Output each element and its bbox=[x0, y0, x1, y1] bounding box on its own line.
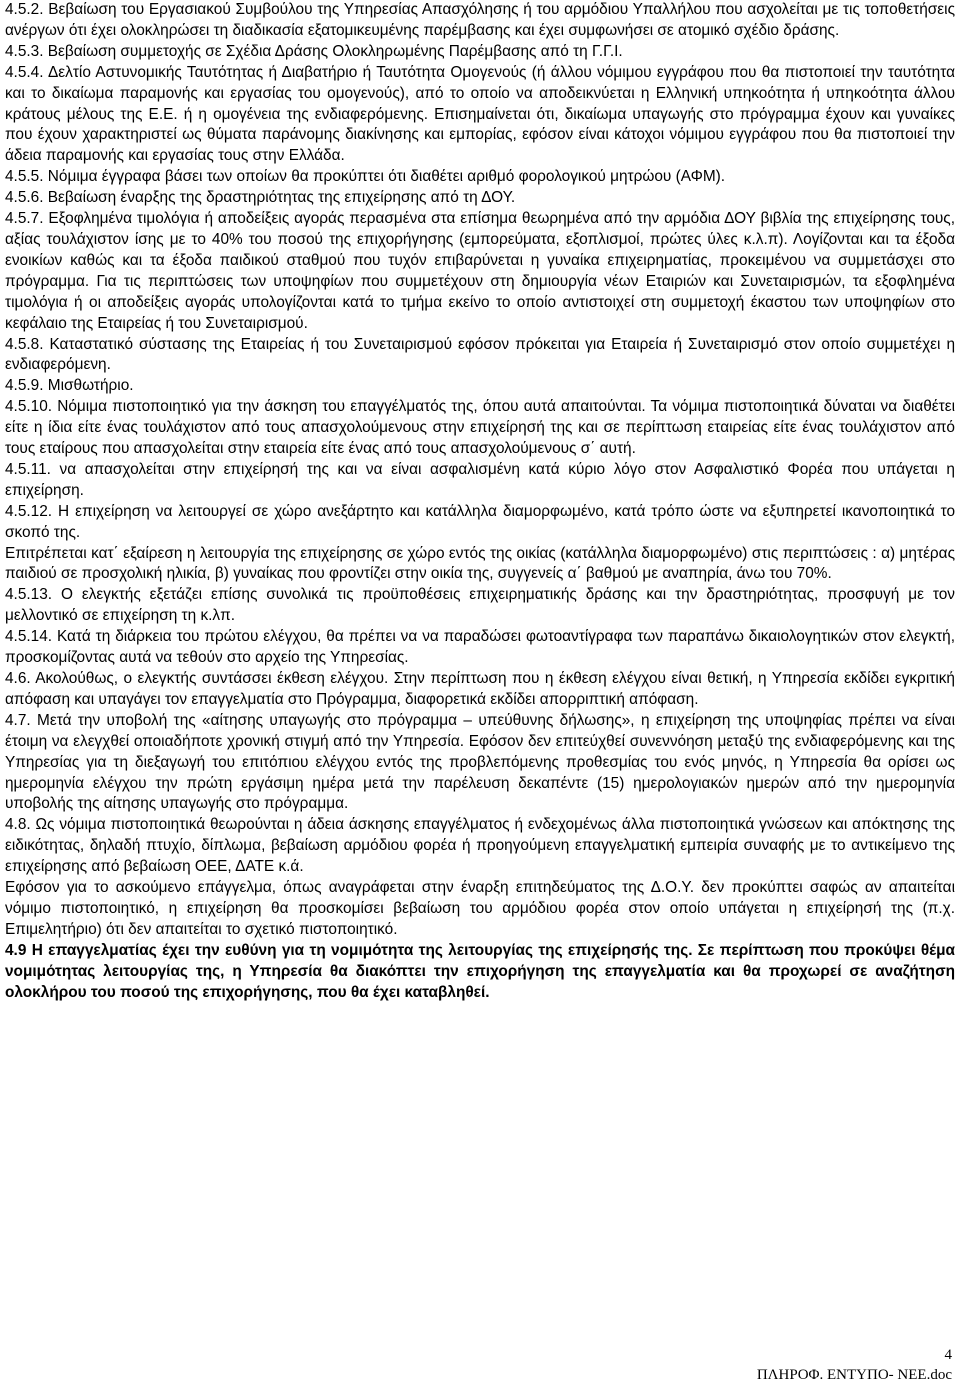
paragraph-4-5-5: 4.5.5. Νόμιμα έγγραφα βάσει των οποίων θα προκύπτει ότι διαθέτει αριθμό φορολογικού μητρώου (ΑΦΜ). bbox=[5, 168, 726, 186]
paragraph-4-5-13: 4.5.13. Ο ελεγκτής εξετάζει επίσης συνολικά τις προϋποθέσεις επιχειρηματικής δράσης και την δραστηριότητας, προσφυγή με τον μελλοντικό σε επιχείρηση τη κ.λπ. bbox=[5, 586, 955, 625]
paragraph-4-5-9: 4.5.9. Μισθωτήριο. bbox=[5, 377, 134, 395]
paragraph-4-6: 4.6. Ακολούθως, ο ελεγκτής συντάσσει έκθεση ελέγχου. Στην περίπτωση που η έκθεση ελέγχου είναι θετική, η Υπηρεσία εκδίδει εγκριτική απόφαση και υπαγάγει τον επαγγελματία στο Πρόγραμμα, διαφορετικά εκδίδει απορριπτική απόφαση. bbox=[5, 670, 955, 708]
document-body bbox=[5, 0, 955, 1004]
paragraph-4-5-10: 4.5.10. Νόμιμα πιστοποιητικό για την άσκηση του επαγγέλματός της, όπου αυτά απαιτούνται. Τα νόμιμα πιστοποιητικά δύναται να διαθέτει είτε η ίδια είτε ένας τουλάχιστον από τους απασχολούμενους στην επιχείρησή της και σε περίπτωση εταιρείας είτε ένας τουλάχιστον από τους εταίρους που απασχολείται στην εταιρεία είτε ένας από τους απασχολούμενους σ΄ αυτή. bbox=[5, 398, 955, 458]
paragraph-4-5-12: 4.5.12. Η επιχείρηση να λειτουργεί σε χώρο ανεξάρτητο και κατάλληλα διαμορφωμένο, κατά τρόπο ώστε να εξυπηρετεί ικανοποιητικά το σκοπό της. bbox=[5, 502, 955, 541]
paragraph-4-8: 4.8. Ως νόμιμα πιστοποιητικά θεωρούνται η άδεια άσκησης επαγγέλματος ή ενδεχομένως άλλα πιστοποιητικά γνώσεων και απόκτησης της ειδικότητας, δηλαδή πτυχίο, δίπλωμα, βεβαίωση αρμόδιου φορέα ή προηγούμενη επαγγελματική εμπειρία συναφής με το αντικείμενο της επιχείρησης από βεβαίωση ΟΕΕ, ΔΑΤΕ κ.ά. bbox=[5, 816, 955, 876]
paragraph-4-5-14: 4.5.14. Κατά τη διάρκεια του πρώτου ελέγχου, θα πρέπει να να παραδώσει φωτοαντίγραφα των παραπάνω δικαιολογητικών στον ελεγκτή, προσκομίζοντας αυτά να τεθούν στο αρχείο της Υπηρεσίας. bbox=[5, 628, 955, 667]
paragraph-4-5-6: 4.5.6. Βεβαίωση έναρξης της δραστηριότητας της επιχείρησης από τη ΔΟΥ. bbox=[5, 189, 516, 207]
paragraph-certificate-note: Εφόσον για το ασκούμενο επάγγελμα, όπως αναγράφεται στην έναρξη επιτηδεύματος της Δ.Ο.Υ. δεν προκύπτει σαφώς αν απαιτείται νόμιμο πιστοποιητικό, η επιχείρηση θα προσκομίσει βεβαίωση του αρμόδιου φορέα στον οποίο υπάγεται η επιχείρησή της (π.χ. Επιμελητήριο) ότι δεν απαιτείται το σχετικό πιστοποιητικό. bbox=[5, 879, 955, 938]
paragraph-4-7: 4.7. Μετά την υποβολή της «αίτησης υπαγωγής στο πρόγραμμα – υπεύθυνης δήλωσης», η επιχείρηση της υποψηφίας πρέπει να είναι έτοιμη να ελεγχθεί οποιαδήποτε χρονική στιγμή από την Υπηρεσία. Εφόσον δεν επιτεύχθεί συνεννόηση μεταξύ της ενδιαφερόμενης και της Υπηρεσίας για τη διεξαγωγή του επιτόπιου ελέγχου εντός της προβλεπόμενης προθεσμίας του ενός μηνός, η Υπηρεσία θα ορίσει ως ημερομηνία ελέγχου την πρώτη εργάσιμη ημέρα μετά την παρέλευση δεκαπέντε (15) ημερολογιακών ημερών από την ημερομηνία υποβολής της αίτησης υπαγωγής στο πρόγραμμα. bbox=[5, 711, 955, 813]
footer-doc-label: ΠΛΗΡΟΦ. ΕΝΤΥΠΟ- ΝΕΕ.doc bbox=[756, 1367, 952, 1383]
paragraph-exception: Επιτρέπεται κατ΄ εξαίρεση η λειτουργία της επιχείρησης σε χώρο εντός της οικίας (κατάλληλα διαμορφωμένο) στις περιπτώσεις : α) μητέρας παιδιού σε προσχολική ηλικία, β) γυναίκας που φροντίζει στην οικία της, συγγενείς α΄ βαθμού με αναπηρία, άνω του 70%. bbox=[5, 544, 955, 583]
paragraph-4-5-4: 4.5.4. Δελτίο Αστυνομικής Ταυτότητας ή Διαβατήριο ή Ταυτότητα Ομογενούς (ή άλλου νόμιμου εγγράφου που θα πιστοποιεί την ταυτότητα και το δικαίωμα παραμονής και εργασίας του ομογενούς), από το οποίο να αποδεικνύεται η Ελληνική υπηκοότητα ή υπηκοότητα άλλου κράτους μέλους της Ε.Ε. ή η ομογένεια της ενδιαφερόμενης. Επισημαίνεται ότι, δικαίωμα υπαγωγής στο πρόγραμμα έχουν και γυναίκες που έχουν χαρακτηριστεί ως θύματα παράνομης διακίνησης και εμπορίας, εφόσον είναι κάτοχοι νόμιμου εγγράφου που θα πιστοποιεί την άδεια παραμονής και εργασίας τους στην Ελλάδα. bbox=[5, 63, 955, 165]
paragraph-4-5-8: 4.5.8. Καταστατικό σύστασης της Εταιρείας ή του Συνεταιρισμού εφόσον πρόκειται για Εταιρεία ή Συνεταιρισμό στον οποίο συμμετέχει η ενδιαφερόμενη. bbox=[5, 335, 955, 374]
paragraph-4-5-2: 4.5.2. Βεβαίωση του Εργασιακού Συμβούλου της Υπηρεσίας Απασχόλησης ή του αρμόδιου Υπαλλήλου που ασχολείται με τις τοποθετήσεις ανέργων ότι έχει ολοκληρώσει τη διαδικασία εξατομικευμένης παρέμβασης και έχει συμφωνήσει σε ατομικό σχέδιο δράσης. bbox=[5, 1, 955, 39]
paragraph-4-5-11: 4.5.11. να απασχολείται στην επιχείρησή της και να είναι ασφαλισμένη κατά κύριο λόγο στον Ασφαλιστικό Φορέα που υπάγεται η επιχείρηση. bbox=[5, 460, 955, 499]
page-number: 4 bbox=[944, 1347, 952, 1363]
paragraph-4-5-3: 4.5.3. Βεβαίωση συμμετοχής σε Σχέδια Δράσης Ολοκληρωμένης Παρέμβασης από τη Γ.Γ.Ι. bbox=[5, 42, 623, 60]
paragraph-4-9: 4.9 Η επαγγελματίας έχει την ευθύνη για τη νομιμότητα της λειτουργίας της επιχείρησής της. Σε περίπτωση που προκύψει θέμα νομιμότητας λειτουργίας της, η Υπηρεσία θα διακόπτει την επιχορήγηση της επαγγελματία και θα προχωρεί σε αναζήτηση ολοκλήρου του ποσού της επιχορήγησης, που θα έχει καταβληθεί. bbox=[5, 941, 955, 1001]
paragraph-4-5-7: 4.5.7. Εξοφλημένα τιμολόγια ή αποδείξεις αγοράς περασμένα στα επίσημα θεωρημένα από την αρμόδια ΔΟΥ βιβλία της επιχείρησης τους, αξίας τουλάχιστον ίσης με το 40% του ποσού της επιχορήγησης (εμπορεύματα, εξοπλισμοί, πρώτες ύλες κ.λ.π). Λογίζονται και τα έξοδα ενοικίων καθώς και τα έξοδα παιδικού σταθμού που τυχόν επιβαρύνεται η γυναίκα επιχειρηματίας, προκειμένου να συμμετάσχει στο πρόγραμμα. Για τις περιπτώσεις των υποψηφίων που συμμετέχουν στη δημιουργία νέων Εταιριών και Συνεταιρισμών, τα εξοφλημένα τιμολόγια ή οι αποδείξεις αγοράς υπολογίζονται κατά το τμήμα εκείνο το οποίο αντιστοιχεί στη συμμετοχή έκαστου των υποψηφίων στο κεφάλαιο της Εταιρείας ή του Συνεταιρισμού. bbox=[5, 210, 955, 332]
